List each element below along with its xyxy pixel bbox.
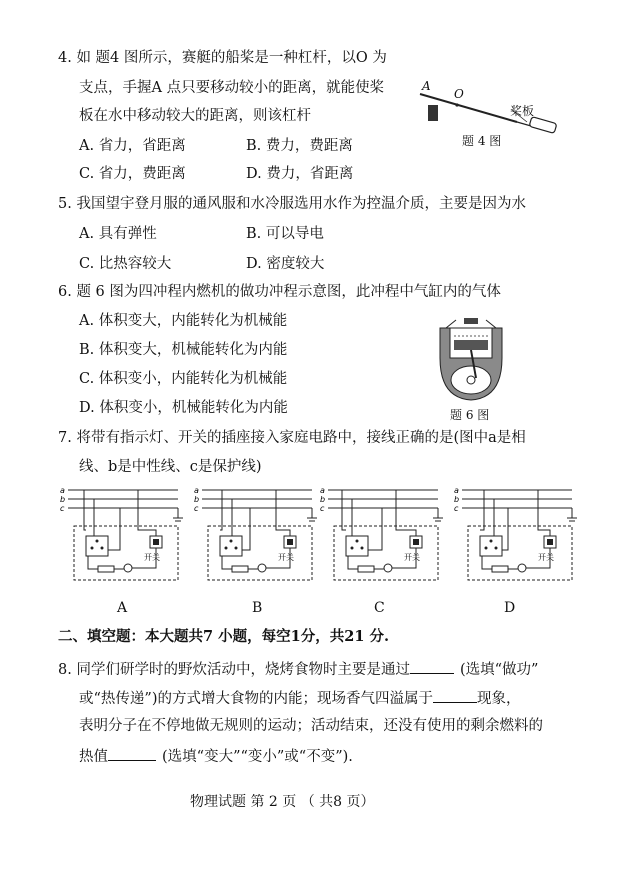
q8-line-1: 8. 同学们研学时的野炊活动中，烧烤食物时主要是通过 (选填“做功” xyxy=(58,659,538,679)
q8-blank-2[interactable] xyxy=(433,688,477,703)
switch-label: 开关 xyxy=(278,553,294,562)
q6-option-c: C. 体积变小，内能转化为机械能 xyxy=(79,371,288,387)
q6-option-a: A. 体积变大，内能转化为机械能 xyxy=(79,313,288,329)
q8-line-3: 表明分子在不停地做无规则的运动；活动结束，还没有使用的剩余燃料的 xyxy=(79,718,543,734)
wire-label-c: c xyxy=(60,504,65,513)
oar-lever-figure xyxy=(412,80,562,140)
fig4-label-a: A xyxy=(422,79,431,93)
q8-blank-3[interactable] xyxy=(108,746,156,761)
q5-option-c: C. 比热容较大 xyxy=(79,256,172,272)
q4-line-1: 4. 如 题4 图所示，赛艇的船桨是一种杠杆，以O 为 xyxy=(58,50,387,66)
q5-option-b: B. 可以导电 xyxy=(246,226,324,242)
q4-option-b: B. 费力，费距离 xyxy=(246,138,353,154)
wire-label-a: a xyxy=(60,486,65,495)
fig6-caption: 题 6 图 xyxy=(450,408,490,422)
fig4-caption: 题 4 图 xyxy=(462,134,502,148)
circuit-d xyxy=(452,484,582,584)
wire-label-b: b xyxy=(320,495,326,504)
circuit-c xyxy=(318,484,448,584)
q5-option-a: A. 具有弹性 xyxy=(79,226,157,242)
wire-label-b: b xyxy=(194,495,200,504)
wire-label-a: a xyxy=(320,486,325,495)
circuit-c-label: C xyxy=(374,600,385,616)
wire-label-c: c xyxy=(194,504,199,513)
circuit-b xyxy=(192,484,322,584)
circuit-d-label: D xyxy=(504,600,516,616)
q4-line-2: 支点，手握A 点只要移动较小的距离，就能使桨 xyxy=(79,80,385,96)
switch-label: 开关 xyxy=(144,553,160,562)
fig4-label-o: O xyxy=(454,87,464,101)
q4-line-3: 板在水中移动较大的距离，则该杠杆 xyxy=(79,108,311,124)
q8-blank-1[interactable] xyxy=(410,659,454,674)
section-2-heading: 二、填空题：本大题共7 小题，每空1分，共21 分. xyxy=(58,628,389,645)
q6-option-b: B. 体积变大，机械能转化为内能 xyxy=(79,342,288,358)
q4-option-a: A. 省力，省距离 xyxy=(79,138,186,154)
wire-label-a: a xyxy=(454,486,459,495)
wire-label-b: b xyxy=(454,495,460,504)
engine-cylinder-figure xyxy=(432,318,512,402)
switch-label: 开关 xyxy=(404,553,420,562)
q4-option-c: C. 省力，费距离 xyxy=(79,166,186,182)
q7-line-1: 7. 将带有指示灯、开关的插座接入家庭电路中，接线正确的是(图中a是相 xyxy=(58,430,526,446)
q6-line: 6. 题 6 图为四冲程内燃机的做功冲程示意图，此冲程中气缸内的气体 xyxy=(58,284,501,300)
q5-option-d: D. 密度较大 xyxy=(246,256,325,272)
q8-line-4: 热值 (选填“变大”“变小”或“不变”). xyxy=(79,746,353,766)
wire-label-c: c xyxy=(320,504,325,513)
circuit-a xyxy=(58,484,188,584)
wire-label-a: a xyxy=(194,486,199,495)
circuit-b-label: B xyxy=(252,600,263,616)
q5-line: 5. 我国望宇登月服的通风服和水冷服选用水作为控温介质，主要是因为水 xyxy=(58,196,526,212)
q7-line-2: 线、b是中性线、c是保护线) xyxy=(79,459,262,475)
q4-option-d: D. 费力，省距离 xyxy=(246,166,354,182)
wire-label-c: c xyxy=(454,504,459,513)
q6-option-d: D. 体积变小，机械能转化为内能 xyxy=(79,400,288,416)
fig4-label-paddle: 桨板 xyxy=(510,104,535,118)
circuit-a-label: A xyxy=(117,600,128,616)
page-footer: 物理试题 第 2 页 （ 共8 页） xyxy=(190,794,375,810)
switch-label: 开关 xyxy=(538,553,554,562)
wire-label-b: b xyxy=(60,495,66,504)
q8-line-2: 或“热传递”)的方式增大食物的内能；现场香气四溢属于 现象， xyxy=(79,688,520,708)
